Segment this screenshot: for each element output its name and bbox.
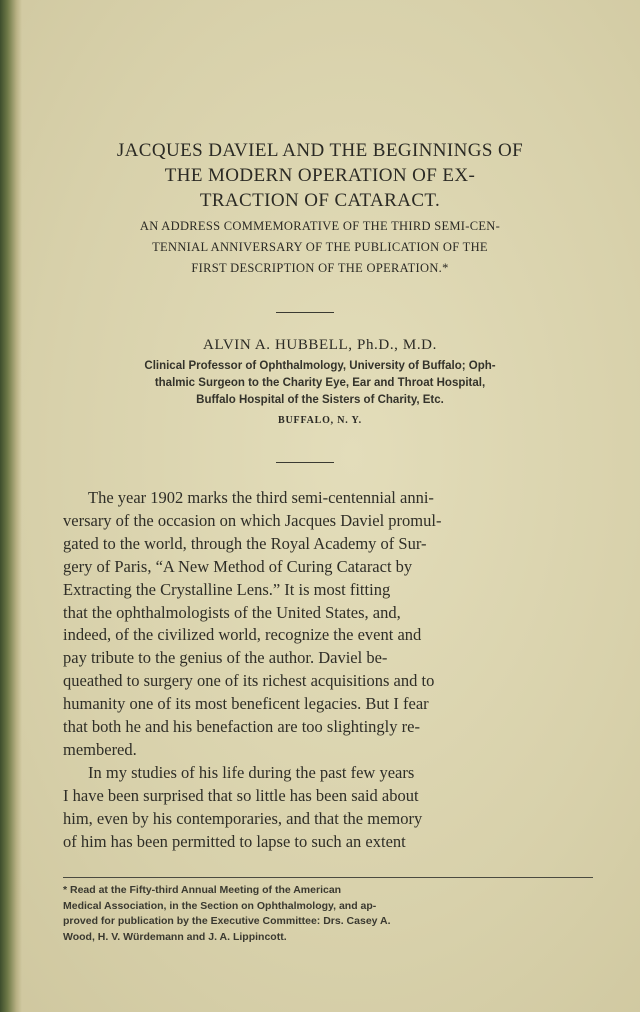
divider-rule [276,312,334,313]
footnote-line: proved for publication by the Executive Committee: Drs. Casey A. [63,915,391,927]
body-line: that both he and his benefaction are too slightingly re- [63,717,420,737]
affiliation-line: thalmic Surgeon to the Charity Eye, Ear and Throat Hospital, [154,377,486,389]
body-line: of him has been permitted to lapse to such an extent [63,831,406,851]
body-line: The year 1902 marks the third semi-centennial anni- [88,488,434,507]
title-line: THE MODERN OPERATION OF EX- [164,165,476,186]
body-line: him, even by his contemporaries, and that the memory [63,808,423,828]
body-line: Extracting the Crystalline Lens.” It is most fitting [63,579,391,599]
title-line: TRACTION OF CATARACT. [199,190,441,211]
footnote [63,883,593,945]
subtitle-line: AN ADDRESS COMMEMORATIVE OF THE THIRD SEMI-CEN- [139,219,501,233]
affiliation-line: Buffalo Hospital of the Sisters of Charity, Etc. [196,394,444,406]
author-affiliation [60,358,580,409]
body-line: that the ophthalmologists of the United States, and, [63,602,401,622]
footnote-line: * Read at the Fifty-third Annual Meeting of the American [63,884,342,896]
article-subtitle [60,216,580,279]
body-line: queathed to surgery one of its richest acquisitions and to [63,671,435,691]
footnote-rule [63,877,593,878]
body-line: pay tribute to the genius of the author. Daviel be- [63,648,388,668]
body-line: I have been surprised that so little has been said about [63,785,419,805]
body-line: membered. [63,739,137,759]
author-city: BUFFALO, N. Y. [278,415,362,426]
body-line: humanity one of its most beneficent legacies. But I fear [63,694,429,714]
body-line: versary of the occasion on which Jacques Daviel promul- [63,510,442,530]
title-line: JACQUES DAVIEL AND THE BEGINNINGS OF [116,140,524,161]
body-line: gated to the world, through the Royal Academy of Sur- [63,533,427,553]
page-binding-edge [0,0,22,1012]
footnote-line: Medical Association, in the Section on Ophthalmology, and ap- [63,899,377,912]
subtitle-line: TENNIAL ANNIVERSARY OF THE PUBLICATION OF THE [152,240,488,254]
body-line: indeed, of the civilized world, recognize the event and [63,625,422,645]
body-line: In my studies of his life during the past few years [88,762,415,782]
body-line: gery of Paris, “A New Method of Curing Cataract by [63,556,413,576]
subtitle-line: FIRST DESCRIPTION OF THE OPERATION.* [191,261,449,275]
body-text [63,487,593,854]
affiliation-line: Clinical Professor of Ophthalmology, University of Buffalo; Oph- [144,360,496,372]
author-name: ALVIN A. HUBBELL, Ph.D., M.D. [203,337,437,353]
divider-rule [276,462,334,463]
article-title [60,138,580,213]
footnote-line: Wood, H. V. Würdemann and J. A. Lippincott. [63,930,287,943]
